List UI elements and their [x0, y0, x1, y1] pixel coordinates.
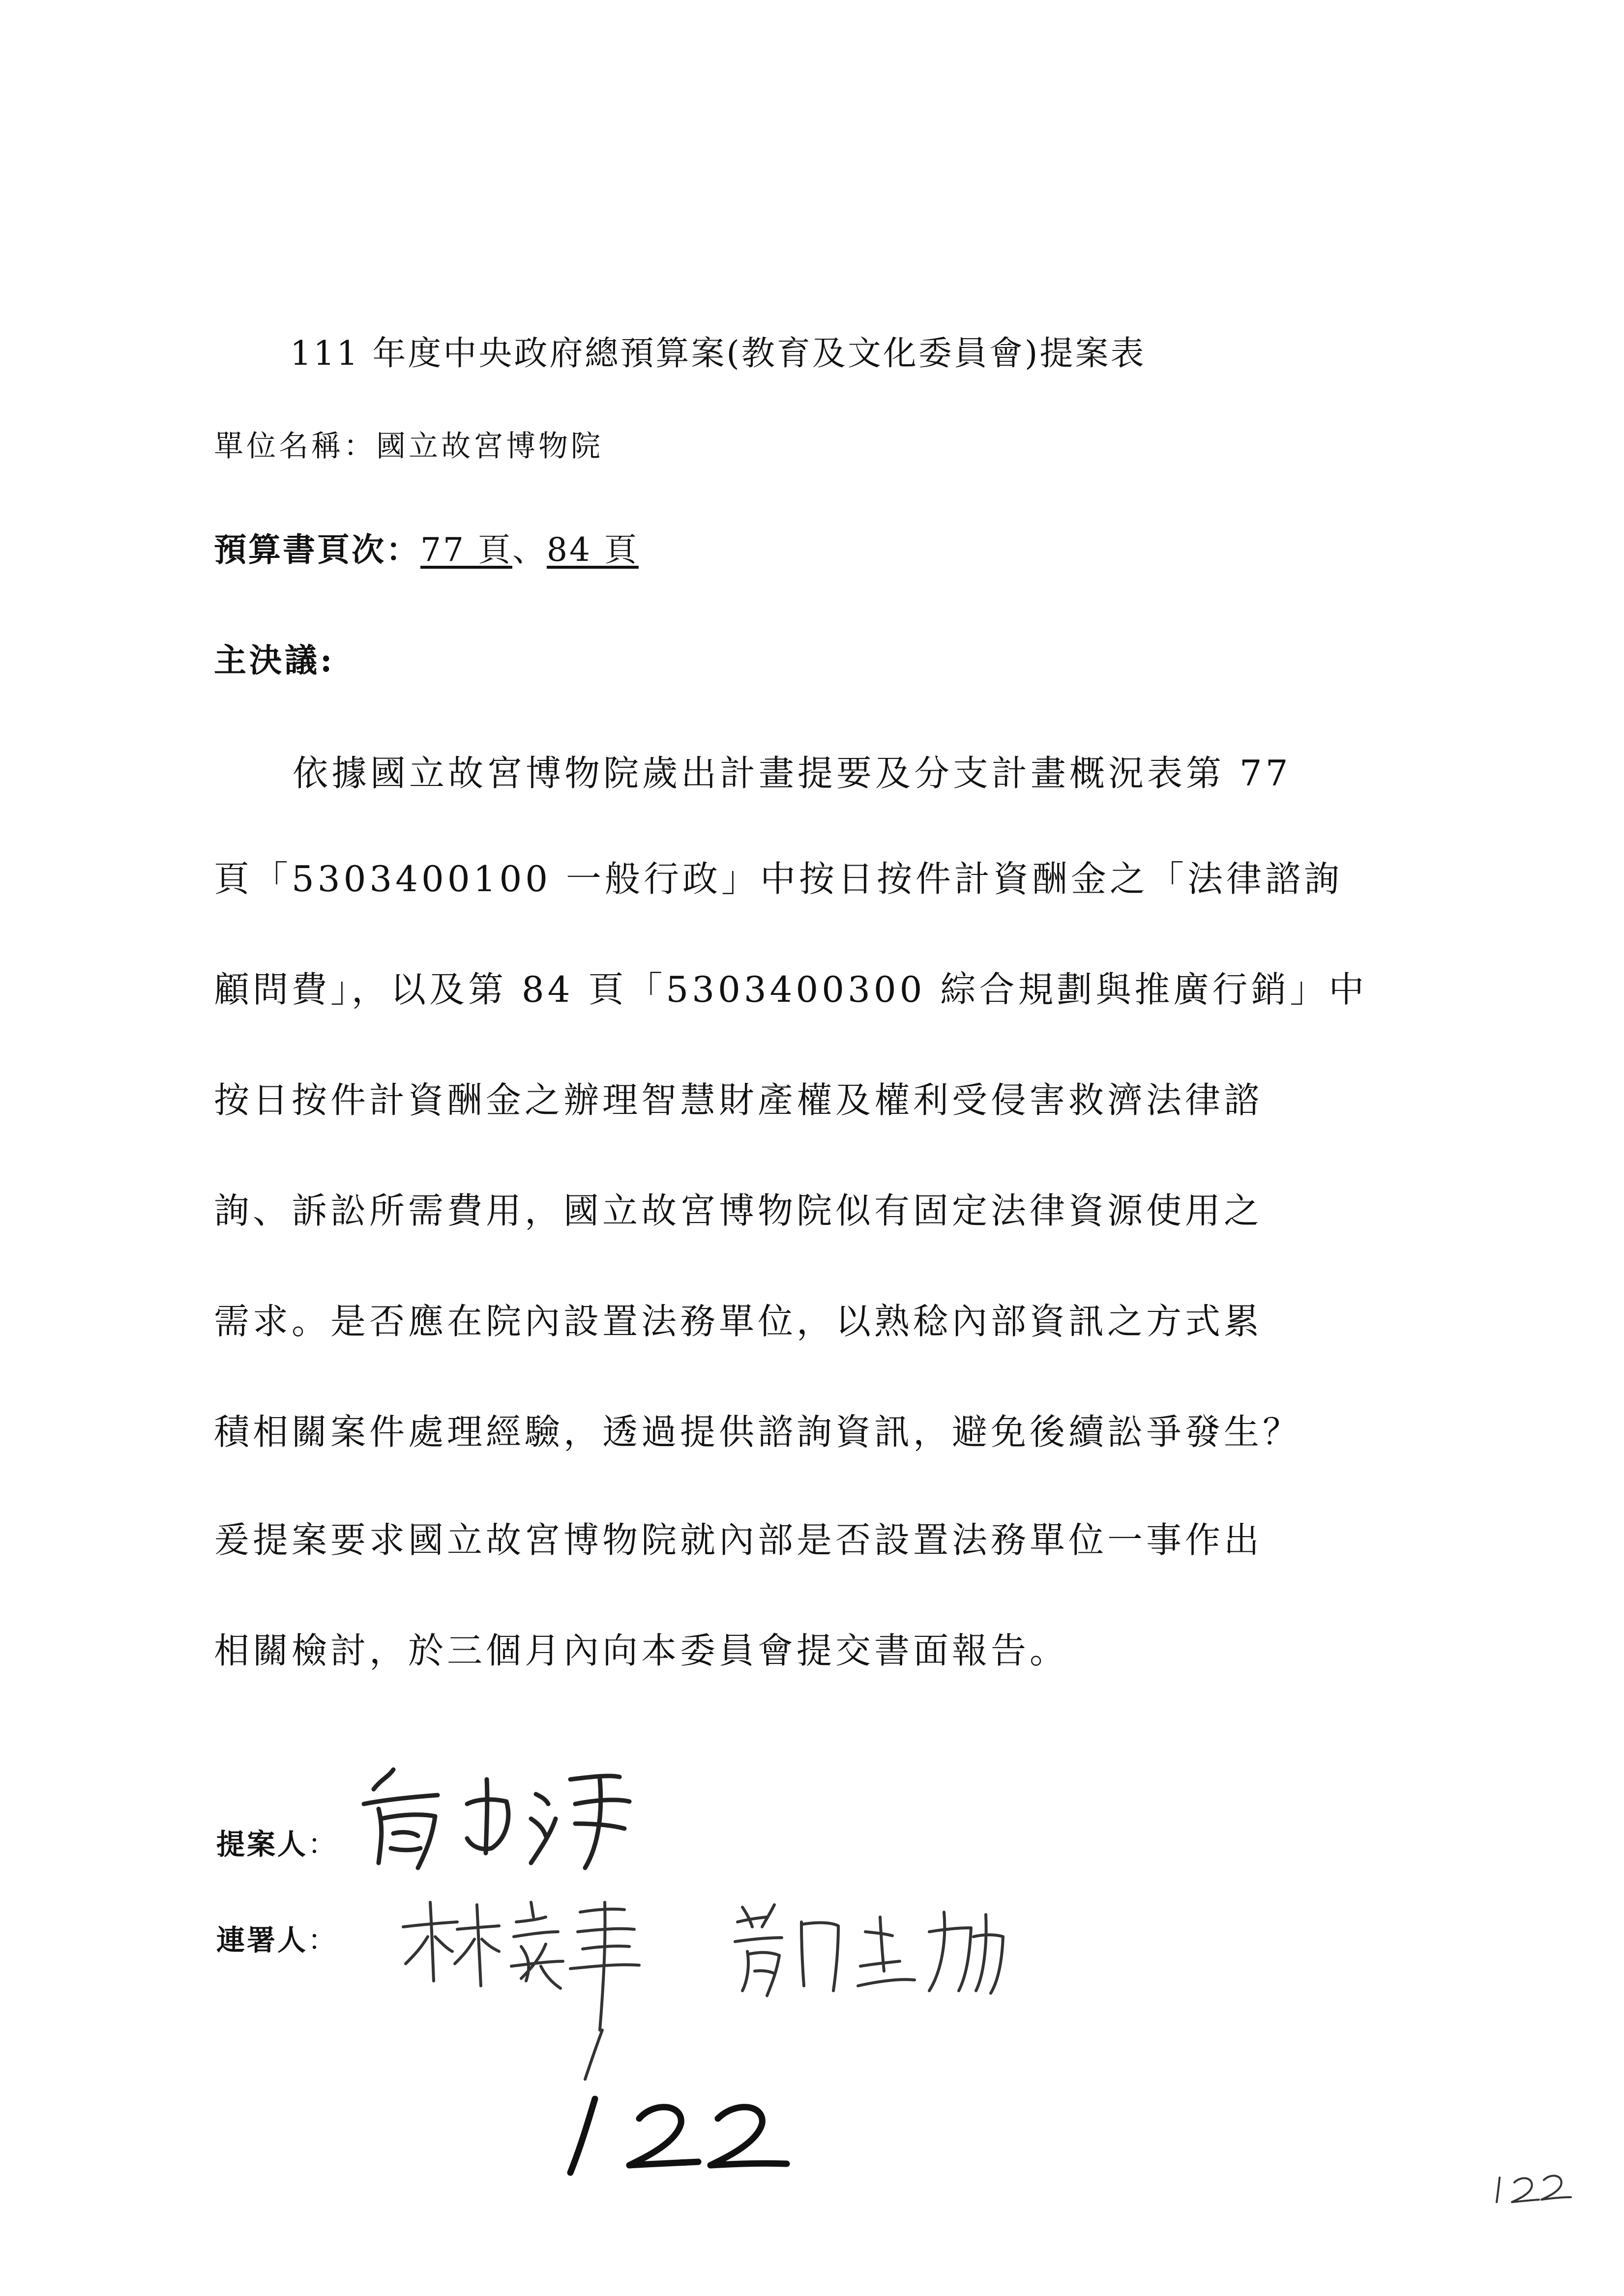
proposer-signature: [344, 1750, 659, 1878]
proposer-label-colon: ：: [308, 1828, 339, 1861]
proposer-label-text: 提案人: [216, 1828, 308, 1861]
body-line-8: 爰提案要求國立故宮博物院就內部是否設置法務單位一事作出: [214, 1519, 1263, 1561]
resolution-heading: 主決議:: [214, 641, 335, 679]
body-line-7: 積相關案件處理經驗，透過提供諮詢資訊，避免後續訟爭發生？: [214, 1411, 1302, 1453]
budget-pages: [214, 523, 639, 570]
body-line-6: 需求。是否應在院內設置法務單位，以熟稔內部資訊之方式累: [214, 1301, 1263, 1342]
body-line-5: 詢、訴訟所需費用，國立故宮博物院似有固定法律資源使用之: [214, 1190, 1263, 1231]
body-line-9: 相關檢討，於三個月內向本委員會提交書面報告。: [214, 1630, 1069, 1671]
budget-page-a: 77 頁: [420, 531, 512, 569]
corner-page-number: [1485, 2163, 1583, 2207]
proposer-label: [216, 1821, 338, 1862]
handwritten-page-number: [556, 2084, 831, 2182]
cosigner-signature-2: [728, 1892, 1023, 2005]
budget-pages-label: 預算書頁次：: [214, 530, 420, 569]
budget-page-separator: 、: [512, 531, 547, 569]
cosigner-signature-1: [393, 1883, 708, 2089]
body-line-4: 按日按件計資酬金之辦理智慧財產權及權利受侵害救濟法律諮: [214, 1079, 1263, 1121]
body-line-3: 顧問費」，以及第 84 頁「5303400300 綜合規劃與推廣行銷」中: [214, 969, 1368, 1010]
cosigner-label: [216, 1917, 338, 1958]
budget-page-b: 84 頁: [546, 531, 639, 569]
document-title: 111 年度中央政府總預算案(教育及文化委員會)提案表: [290, 334, 1146, 373]
cosigner-label-colon: ：: [308, 1923, 339, 1957]
body-line-2: 頁「5303400100 一般行政」中按日按件計資酬金之「法律諮詢: [214, 858, 1343, 900]
body-line-1: 依據國立故宮博物院歲出計畫提要及分支計畫概況表第 77: [293, 753, 1292, 794]
unit-name: 單位名稱：國立故宮博物院: [214, 429, 603, 464]
cosigner-label-text: 連署人: [216, 1923, 308, 1957]
